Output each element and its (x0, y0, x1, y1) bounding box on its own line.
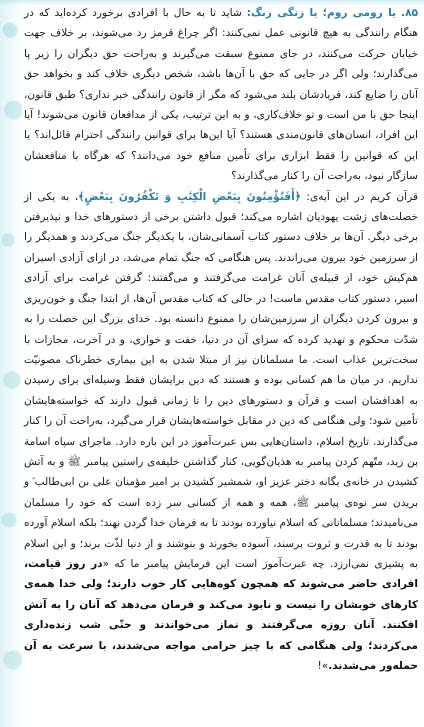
paragraph-1 (24, 3, 418, 187)
paragraph-1-text: شاید تا به حال با افرادی برخورد کرده‌اید که در هنگام رانندگی به هیچ قانونی عمل نمی‌کنند: اگر چراغ قرمز رد می‌شوند، بر خلاف جهت خیابان حرکت می‌کنند، در جای ممنوع سبقت می‌گیرند و به‌راحت حق دیگران را زیر پا می‌گذارند؛ ولی اگر در جایی که حق با آن‌ها باشد، شخص دیگری خلاف کند و بخواهد حق آنان را ضایع کند، فریادشان بلند می‌شود که مگر از قانون رانندگی خبر نداری؟ طبق قانون، اینجا حق با من است و تو خلاف‌کاری، و به این ترتیب، یکی از مدافعان قانون می‌شوند! آیا این افراد، انسان‌های قانون‌مندی هستند؟ آیا این‌ها برای قوانین رانندگی احترام قائل‌اند؟ یا این که قوانین را فقط ابزاری برای تأمین منافع خود می‌دانند؟ که هرگاه با منافعشان سازگار نبود، به‌راحت آن را کنار می‌گذارند؟ (24, 7, 418, 183)
section-heading: یا رومی روم؛ یا زنگی زنگ: (246, 7, 397, 19)
document-body (24, 3, 418, 676)
paragraph-2-intro: قرآن کریم در این آیه‌ی: (300, 190, 418, 203)
quran-verse: ﴿أَفَتُؤْمِنُونَ بِبَعْضِ الْکِتَٰبِ وَ تَکْفُرُونَ بِبَعْضٍ﴾ (78, 190, 301, 203)
paragraph-2-end: »! (317, 660, 329, 672)
paragraph-2-text: ، به یکی از خصلت‌های زشت یهودیان اشاره می‌کند؛ قبول داشتن برخی از دستورهای خدا و نپذیرفتن برخی دیگر. آن‌ها بر خلاف دستور کتاب آسمانی‌شان، با یکدیگر جنگ می‌کردند و همدیگر را از سرزمین خود بیرون می‌راندند. پس هنگامی که جنگ تمام می‌شد، در ازای آزادی اسیران هم‌کیش خود، از قبیله‌ی آنان غرامت می‌گرفتند و می‌گفتند: گرفتن غرامت برای آزادی اسیر، دستور کتاب مقدس ماست! در حالی که کتاب مقدس آن‌ها، از ابتدا جنگ و خون‌ریزی و بیرون کردن دیگران از سرزمین‌شان را ممنوع دانسته بود. خدای بزرگ این خصلت را به شدّت محکوم و تهدید کرده که سزای آن در دنیا، خفت و خواری، و در آخرت، مجازات با سخت‌ترین عذاب است. ما مسلمانان نیز از مبتلا شدن به این بیماری خطرناک مصونیّت نداریم. در میان ما هم کسانی بوده و هستند که دین برایشان فقط وسیله‌ای برای رسیدن به اهدافشان است و قرآن و دستورهای دین را تا زمانی قبول دارند که خواسته‌هایشان تأمین شود؛ ولی هنگامی که دین در مقابل خواسته‌هایشان قرار می‌گیرد، به‌راحت آن را کنار می‌گذارند. تاریخ اسلام، داستان‌هایی بس عبرت‌آموز در این باره دارد. ماجرای سپاه اسامة بن زید، متّهم کردن پیامبر به هذیان‌گویی، کنار گذاشتن خلیفه‌ی راستین پیامبر ﷺ و به آتش کشیدن در خانه‌ی یگانه دختر عزیز او، شمشیر کشیدن بر امیر مؤمنان علی بن ابی‌طالب ؑ و بریدن سر نوه‌ی پیامبر ﷺ، همه و همه از کسانی سر زده است که خود را مسلمان می‌نامیدند؛ مسلمانانی که اسلام نیاورده بودند تا به فرمان خدا گردن نهند؛ بلکه اسلام آورده بودند تا به قدرت و ثروت برسند، آسوده بخورند و بنوشند و از دنیا لذّت برند؛ و این اسلام به پشیزی نمی‌ارزد. چه عبرت‌آموز است این فرمایش پیامبر ما که « (24, 190, 418, 570)
paragraph-2 (24, 187, 418, 677)
item-number: ۸۵. (401, 7, 419, 19)
hadith-quote: در روز قیامت، افرادی حاضر می‌شوند که همچون کوه‌هایی کار خوب دارند؛ ولی خدا همه‌ی کارهای خوبشان را نیست و نابود می‌کند و فرمان می‌دهد که آنان را به آتش افکنند. آنان روزه می‌گرفتند و نماز می‌خواندند و حتّی شب زنده‌داری می‌کردند؛ ولی هنگامی که با چیز حرامی مواجه می‌شدند، با سرعت به آن حمله‌ور می‌شدند. (24, 557, 418, 672)
floral-border-decoration (0, 0, 22, 727)
